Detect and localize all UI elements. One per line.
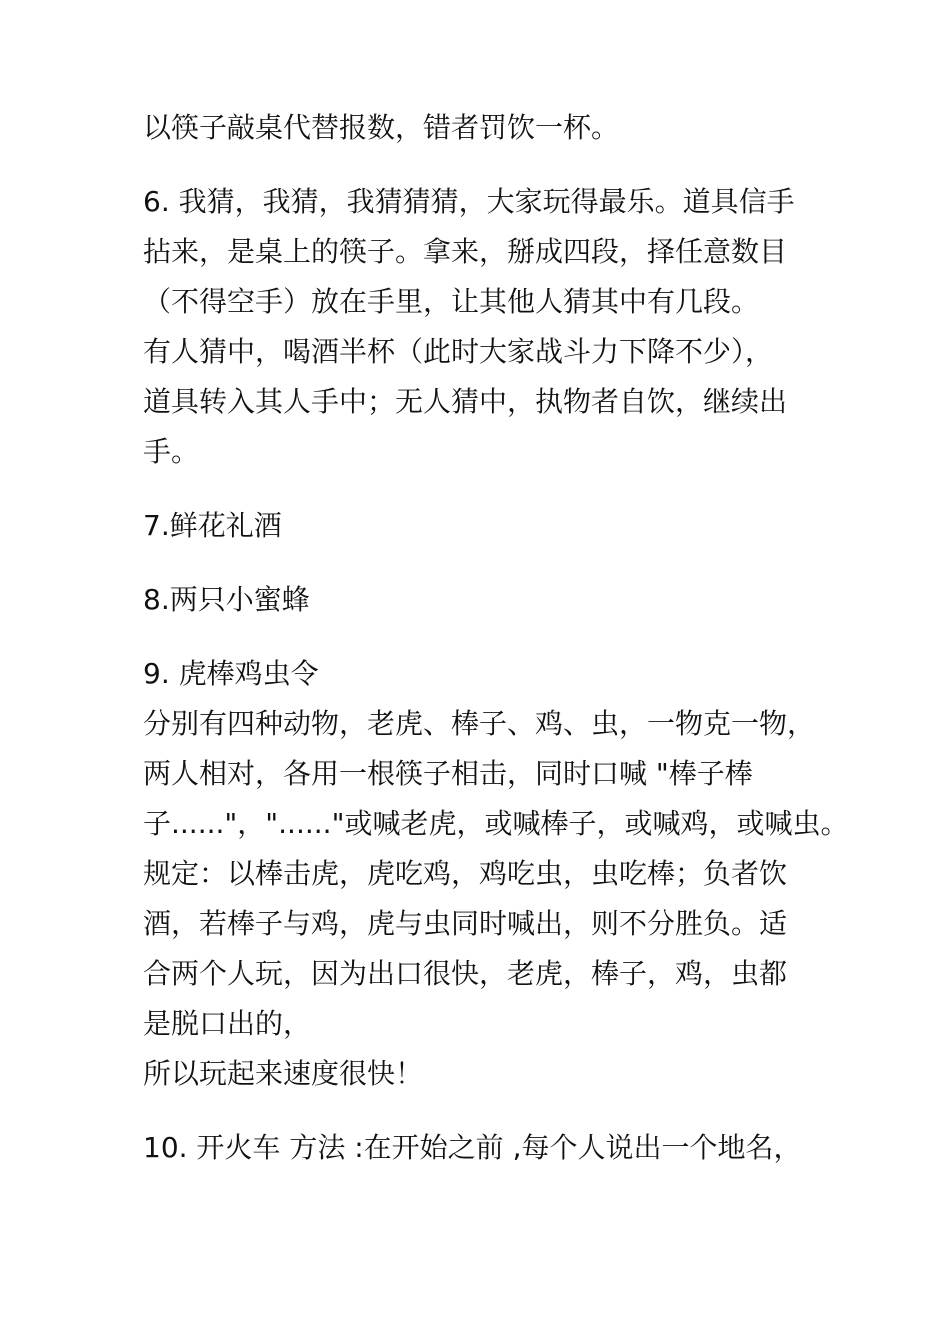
text-line: 以筷子敲桌代替报数，错者罚饮一杯。 — [143, 111, 620, 144]
text-line: （不得空手）放在手里，让其他人猜其中有几段。 — [143, 285, 760, 318]
document-body — [143, 103, 849, 1195]
paragraph-intro — [143, 103, 833, 153]
text-line: 子......"，"......"或喊老虎，或喊棒子，或喊鸡，或喊虫。 — [143, 807, 849, 840]
text-line: 7.鲜花礼酒 — [143, 509, 282, 542]
text-line: 所以玩起来速度很快！ — [143, 1057, 424, 1090]
paragraph-item-6 — [143, 177, 833, 477]
text-line: 拈来，是桌上的筷子。拿来，掰成四段，择任意数目 — [143, 235, 788, 268]
paragraph-item-8 — [143, 575, 833, 625]
text-line: 有人猜中，喝酒半杯（此时大家战斗力下降不少）， — [143, 335, 774, 368]
paragraph-item-7 — [143, 501, 833, 551]
text-line: 是脱口出的， — [143, 1007, 312, 1040]
paragraph-item-10 — [143, 1123, 833, 1173]
text-line: 10. 开火车 方法 :在开始之前 ,每个人说出一个地名， — [143, 1131, 802, 1164]
text-line: 规定：以棒击虎，虎吃鸡，鸡吃虫，虫吃棒；负者饮 — [143, 857, 788, 890]
text-line: 分别有四种动物，老虎、棒子、鸡、虫，一物克一物， — [143, 707, 816, 740]
text-line: 9. 虎棒鸡虫令 — [143, 657, 319, 690]
text-line: 6. 我猜，我猜，我猜猜猜，大家玩得最乐。道具信手 — [143, 185, 795, 218]
text-line: 酒，若棒子与鸡，虎与虫同时喊出，则不分胜负。适 — [143, 907, 788, 940]
text-line: 两人相对，各用一根筷子相击，同时口喊 "棒子棒 — [143, 757, 753, 790]
text-line: 8.两只小蜜蜂 — [143, 583, 310, 616]
text-line: 合两个人玩，因为出口很快，老虎，棒子，鸡，虫都 — [143, 957, 788, 990]
text-line: 手。 — [143, 435, 200, 468]
paragraph-item-9 — [143, 649, 849, 1099]
text-line: 道具转入其人手中；无人猜中，执物者自饮，继续出 — [143, 385, 788, 418]
